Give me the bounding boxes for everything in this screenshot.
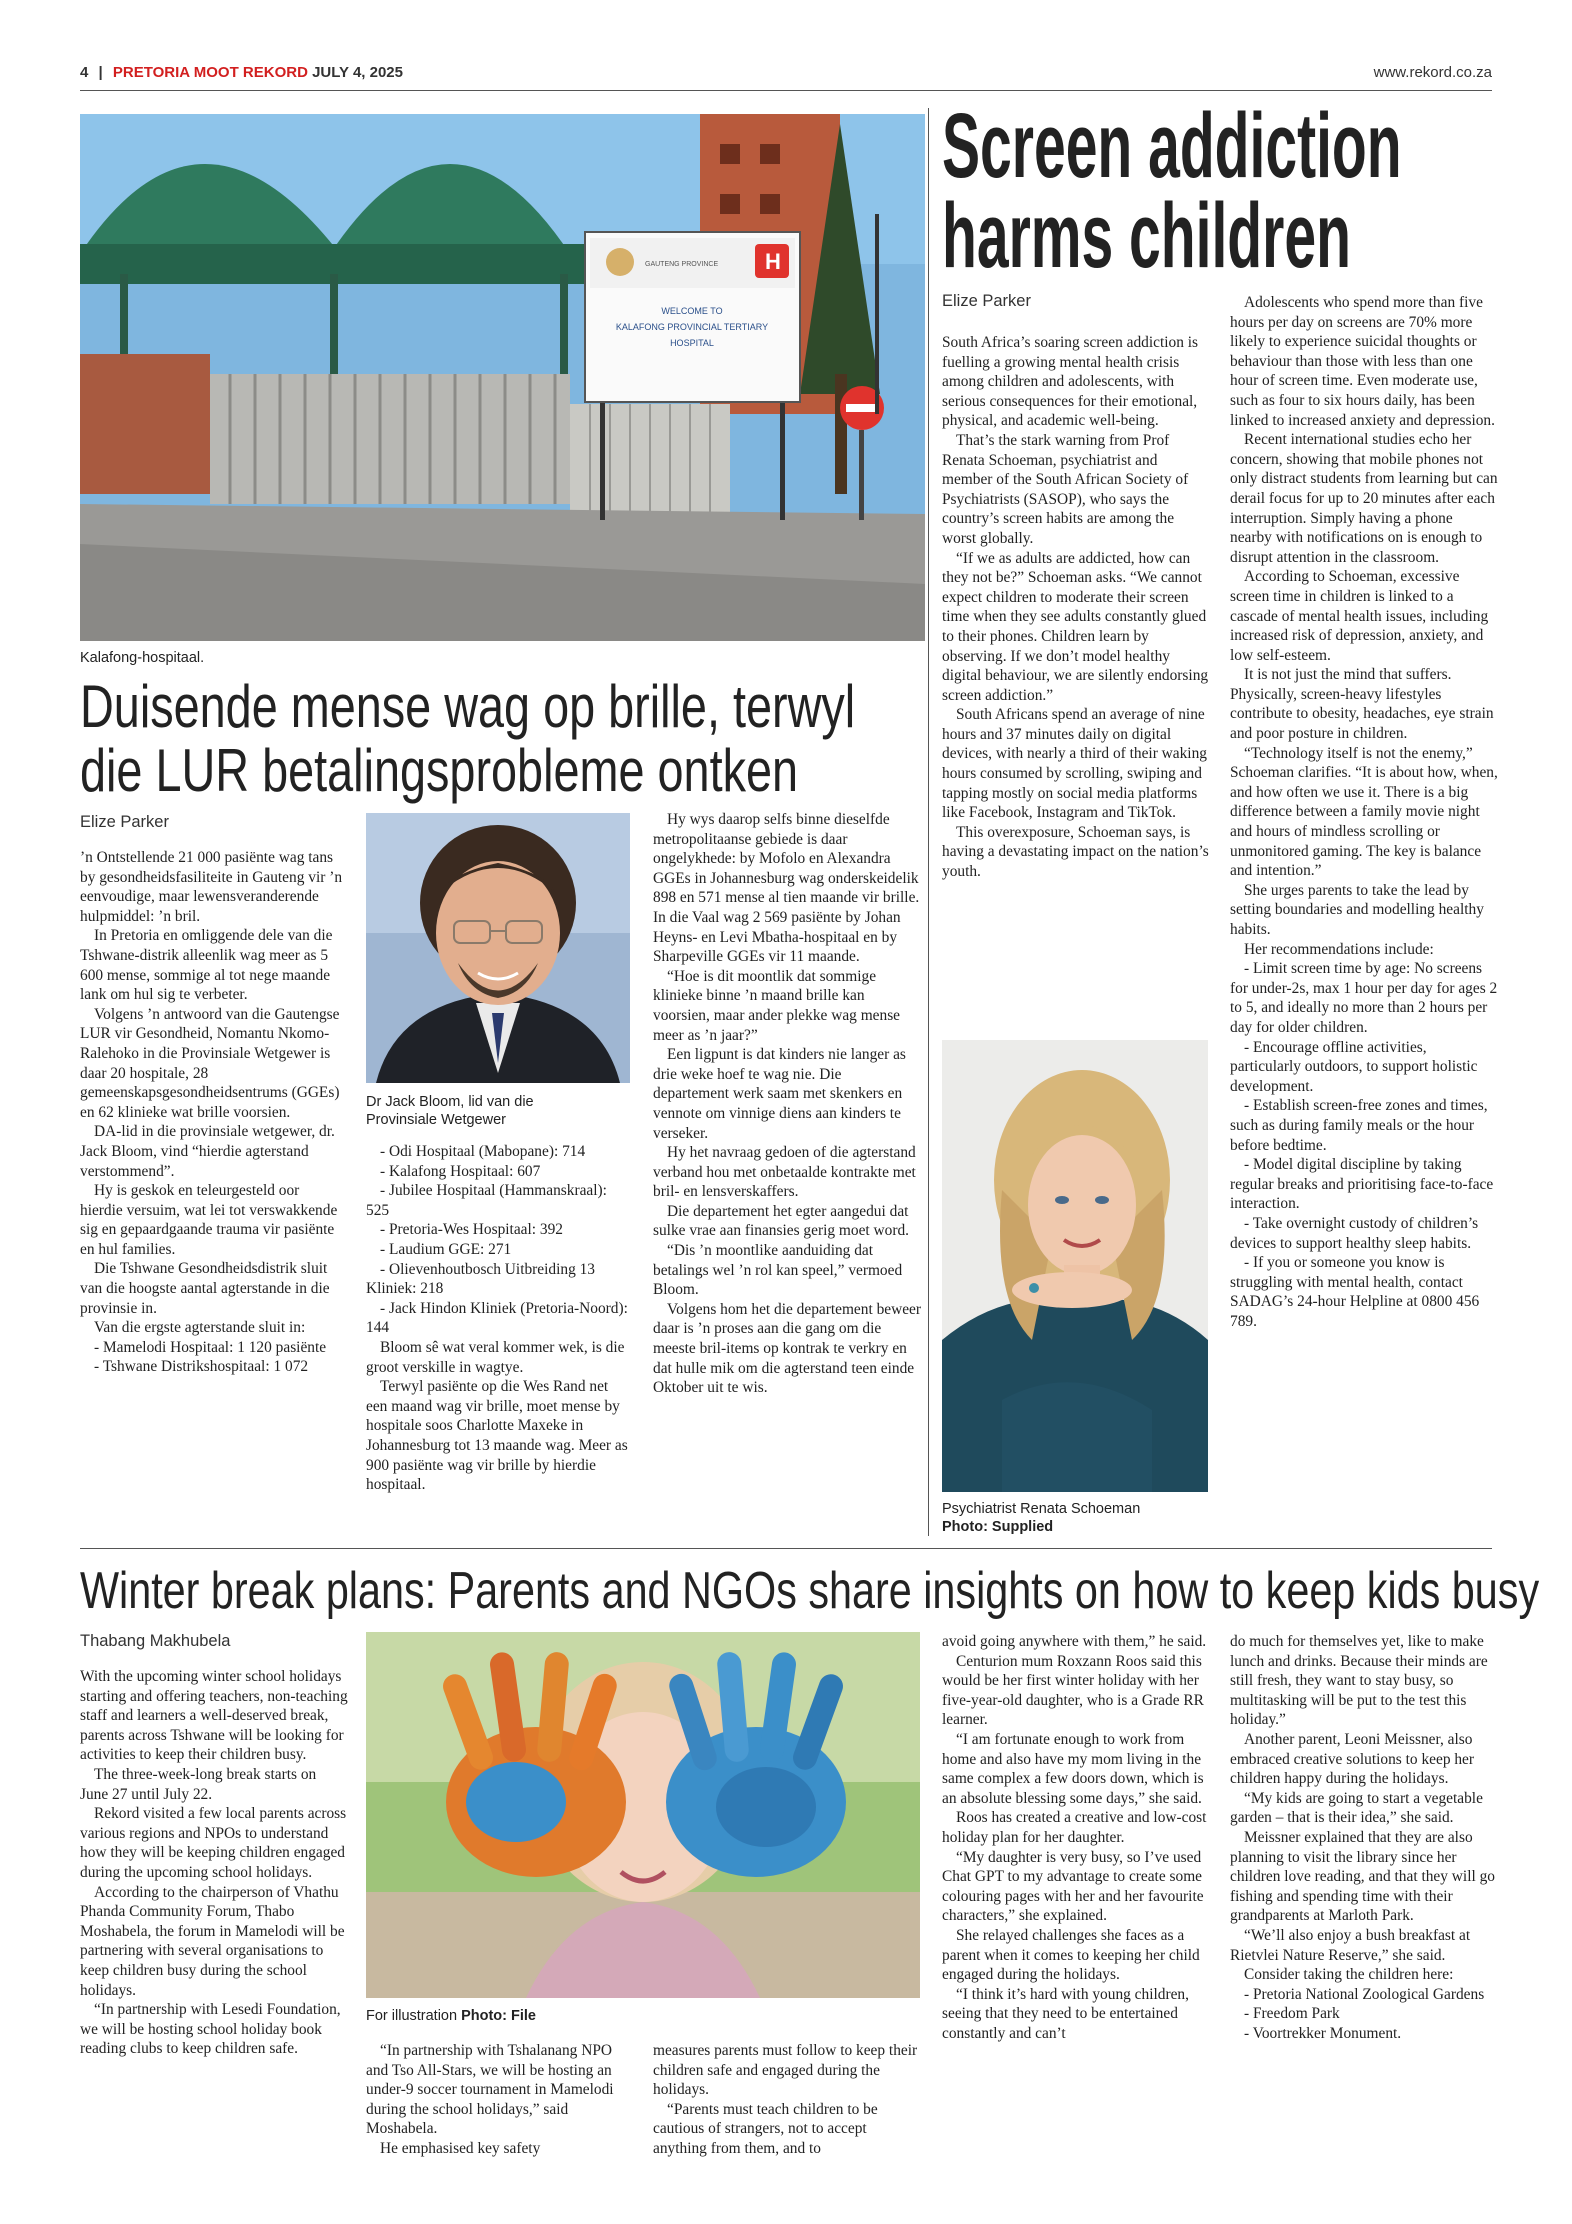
paragraph: “My daughter is very busy, so I’ve used Chat GPT to my advantage to create some colouring pages with her and her favourite characters,” she explained. bbox=[942, 1848, 1204, 1925]
photo-caption-text: Psychiatrist Renata Schoeman bbox=[942, 1501, 1141, 1517]
paragraph: South Africa’s soaring screen addiction is fuelling a growing mental health crisis among children and adolescents, with serious consequences for their emotional, physical, and academic well-being. bbox=[942, 334, 1199, 430]
article3-column-3 bbox=[653, 2041, 921, 2159]
article2-byline: Elize Parker bbox=[942, 292, 1031, 310]
paragraph: Van die ergste agterstande sluit in: bbox=[94, 1319, 306, 1337]
sign-line-3: HOSPITAL bbox=[670, 338, 714, 348]
paragraph: Hy het navraag gedoen of die agterstand verband hou met onbetaalde kontrakte met bril- en lensverskaffers. bbox=[653, 1144, 916, 1201]
paragraph: “Parents must teach children to be cautious of strangers, not to accept anything from them, and to bbox=[653, 2100, 878, 2157]
column-divider bbox=[928, 108, 929, 1536]
article2-column-2 bbox=[1230, 293, 1498, 1331]
paragraph: ’n Ontstellende 21 000 pasiënte wag tans by gesondheidsfasiliteite in Gauteng vir ’n eenvoudige, maar lewensveranderende hulpmiddel: ’n bril. bbox=[80, 849, 343, 925]
sign-line-2: KALAFONG PROVINCIAL TERTIARY bbox=[615, 322, 769, 332]
paragraph: Hy is geskok en teleurgesteld oor hierdie versuim, wat lei tot verswakkende sig en gepaardgaande trauma vir pasiënte en hul families. bbox=[80, 1182, 338, 1258]
article3-column-1 bbox=[80, 1667, 348, 2059]
paragraph: “In partnership with Lesedi Foundation, we will be hosting school holiday book reading clubs to keep children safe. bbox=[80, 2001, 341, 2058]
article1-column-2 bbox=[366, 1142, 630, 1495]
paragraph: That’s the stark warning from Prof Renata Schoeman, psychiatrist and member of the South African Society of Psychiatrists (SASOP), who says the country’s screen habits are among the worst globally. bbox=[942, 431, 1189, 547]
article3-column-4 bbox=[942, 1632, 1208, 2043]
list-item: - Voortrekker Monument. bbox=[1244, 2024, 1402, 2042]
paragraph: Hy wys daarop selfs binne dieselfde metropolitaanse gebiede is daar ongelykhede: by Mofolo en Alexandra GGEs in Johannesburg wag onderskeidelik 898 en 571 mense al tien maande vir brille. In die Vaal wag 2 569 pasiënte by Johan Heyns- en Levi Mbatha-hospitaal en by Sharpeville GGEs vir 11 maande. bbox=[653, 811, 920, 966]
paragraph: According to the chairperson of Vhathu Phanda Community Forum, Thabo Moshabela, the forum in Mamelodi will be partnering with several organisations to keep children busy during the school holidays. bbox=[80, 1883, 345, 1999]
paragraph: Roos has created a creative and low-cost holiday plan for her daughter. bbox=[942, 1809, 1207, 1846]
paragraph: Die departement het egter aangedui dat sulke vrae aan finansies gerig moet word. bbox=[653, 1202, 909, 1240]
paragraph: “My kids are going to start a vegetable garden – that is their idea,” she said. bbox=[1230, 1789, 1483, 1827]
paragraph: do much for themselves yet, like to make lunch and drinks. Because their minds are still fresh, they want to stay busy, so multitasking will be put to the test this holiday.” bbox=[1230, 1633, 1488, 1729]
paragraph: This overexposure, Schoeman says, is having a devastating impact on the nation’s youth. bbox=[942, 823, 1209, 881]
paragraph: “Technology itself is not the enemy,” Schoeman clarifies. “It is about how, when, and how often we use it. There is a big difference between a family movie night and hours of mindless scrolling or unmonitored gaming. The key is balance and intention.” bbox=[1230, 744, 1498, 880]
paragraph: Another parent, Leoni Meissner, also embraced creative solutions to keep her children happy during the holidays. bbox=[1230, 1730, 1475, 1788]
list-item: - Olievenhoutbosch Uitbreiding 13 Kliniek: 218 bbox=[366, 1260, 596, 1298]
website-url[interactable]: www.rekord.co.za bbox=[1373, 64, 1492, 81]
paragraph: According to Schoeman, excessive screen time in children is linked to a cascade of mental health issues, including increased risk of depression, anxiety, and low self-esteem. bbox=[1230, 568, 1489, 664]
portrait-caption-line1: Dr Jack Bloom, lid van die bbox=[366, 1094, 534, 1110]
issue-date: JULY 4, 2025 bbox=[312, 64, 403, 81]
article3-headline: Winter break plans: Parents and NGOs share insights on how to keep kids busy bbox=[80, 1562, 1540, 1620]
paragraph: DA-lid in die provinsiale wetgewer, dr. Jack Bloom, vind “hierdie agterstand verstommend”. bbox=[80, 1123, 335, 1180]
paragraph: Recent international studies echo her concern, showing that mobile phones not only distract students from learning but can derail focus for up to 20 minutes after each interruption. Simply having a phone nearby with notifications on is enough to disrupt attention in the classroom. bbox=[1230, 431, 1498, 566]
list-item: - Jubilee Hospitaal (Hammanskraal): 525 bbox=[366, 1182, 607, 1219]
article1-headline-line1: Duisende mense wag op brille, terwyl bbox=[80, 673, 856, 740]
list-item: - Pretoria-Wes Hospitaal: 392 bbox=[380, 1221, 563, 1239]
list-item: - Take overnight custody of children’s devices to support healthy sleep habits. bbox=[1230, 1214, 1479, 1252]
paragraph: Consider taking the children here: bbox=[1244, 1966, 1454, 1984]
paragraph: avoid going anywhere with them,” he said. bbox=[942, 1633, 1207, 1650]
list-item: - Limit screen time by age: No screens for under-2s, max 1 hour per day for ages 2 to 5, and ideally no more than 2 hours per day for older children. bbox=[1230, 960, 1498, 1036]
paragraph: Meissner explained that they are also planning to visit the library since her children love reading, and that they will go fishing and spending time with their grandparents at Marloth Park. bbox=[1230, 1828, 1495, 1925]
list-item: - Laudium GGE: 271 bbox=[380, 1240, 512, 1258]
header-separator: | bbox=[98, 64, 103, 81]
paragraph: South Africans spend an average of nine hours and 37 minutes daily on digital devices, with nearly a third of their waking hours consumed by scrolling, swiping and tapping mostly on social media platforms like Facebook, Instagram and TikTok. bbox=[942, 706, 1207, 822]
page-header bbox=[80, 64, 403, 81]
paragraph: Bloom sê wat veral kommer wek, is die groot verskille in wagtye. bbox=[366, 1338, 625, 1376]
hospital-photo bbox=[80, 114, 925, 641]
paragraph: measures parents must follow to keep their children safe and engaged during the holidays. bbox=[653, 2042, 918, 2099]
sign-province-text: GAUTENG PROVINCE bbox=[645, 261, 719, 268]
article1-column-3 bbox=[653, 810, 921, 1398]
publication-name: PRETORIA MOOT REKORD bbox=[112, 64, 308, 81]
renata-schoeman-photo bbox=[942, 1040, 1208, 1492]
paragraph: “I think it’s hard with young children, seeing that they need to be entertained constantly and can’t bbox=[942, 1985, 1189, 2042]
paragraph: “Dis ’n moontlike aanduiding dat betalings wel ’n rol kan speel,” vermoed Bloom. bbox=[653, 1242, 903, 1299]
list-item: - Odi Hospitaal (Mabopane): 714 bbox=[380, 1143, 586, 1160]
paragraph: Centurion mum Roxzann Roos said this would be her first winter holiday with her five-year-old daughter, who is a Grade RR learner. bbox=[942, 1652, 1204, 1729]
paragraph: In Pretoria en omliggende dele van die Tshwane-distrik alleenlik wag meer as 5 600 mense, sommige al tot nege maande lank om hul sig te verbeter. bbox=[80, 927, 333, 1004]
renata-photo-caption bbox=[942, 1500, 1208, 1536]
article2-headline-line2: harms children bbox=[942, 185, 1351, 287]
paragraph: Volgens hom het die departement beweer daar is ’n proses aan die gang om die meeste bril-items op kontrak te verkry en dat hulle mik om die agterstand teen einde Oktober uit te wis. bbox=[653, 1300, 922, 1397]
sign-line-1: WELCOME TO bbox=[661, 306, 723, 316]
paragraph: Rekord visited a few local parents across various regions and NPOs to understand how they will be keeping children engaged during the upcoming school holidays. bbox=[80, 1805, 347, 1881]
paragraph: Een ligpunt is dat kinders nie langer as drie weke hoef te wag nie. Die departement werk saam met skenkers en vennote om vinnige diens aan kinders te verseker. bbox=[653, 1046, 906, 1142]
paragraph: “If we as adults are addicted, how can they not be?” Schoeman asks. “We cannot expect children to moderate their screen time when they see adults constantly glued to their phones. Children learn by observing. If we don’t model healthy digital behaviour, we are silently endorsing screen addiction.” bbox=[942, 549, 1209, 704]
article1-byline: Elize Parker bbox=[80, 813, 169, 831]
article2-column-1 bbox=[942, 333, 1210, 882]
portrait-caption bbox=[366, 1093, 630, 1129]
list-item: - Kalafong Hospitaal: 607 bbox=[380, 1162, 541, 1180]
child-photo-caption bbox=[366, 2007, 536, 2025]
page-number: 4 bbox=[80, 64, 89, 81]
list-item: - Jack Hindon Kliniek (Pretoria-Noord): 144 bbox=[366, 1299, 628, 1337]
article3-column-2 bbox=[366, 2041, 632, 2159]
jack-bloom-portrait bbox=[366, 813, 630, 1083]
portrait-caption-line2: Provinsiale Wetgewer bbox=[366, 1112, 506, 1128]
header-rule bbox=[80, 90, 1492, 91]
paragraph: Adolescents who spend more than five hours per day on screens are 70% more likely to experience suicidal thoughts or behaviour than those with less than one hour of screen time. Even moderate use, such as four to six hours daily, has been linked to increased anxiety and depression. bbox=[1230, 294, 1495, 429]
child-painted-hands-photo bbox=[366, 1632, 920, 1998]
paragraph: Her recommendations include: bbox=[1244, 940, 1434, 958]
article3-column-5 bbox=[1230, 1632, 1498, 2043]
list-item: - Model digital discipline by taking regular breaks and prioritising face-to-face interaction. bbox=[1230, 1156, 1494, 1213]
paragraph: Volgens ’n antwoord van die Gautengse LUR vir Gesondheid, Nomantu Nkomo-Ralehoko in die Provinsiale Wetgewer is daar 20 hospitale, 28 gemeenskapsgesondheidsentrums (GGEs) en 62 klinieke wat brille voorsien. bbox=[80, 1005, 340, 1121]
paragraph: “Hoe is dit moontlik dat sommige klinieke binne ’n maand brille kan voorsien, maar ander plekke wag mense meer as ’n jaar?” bbox=[653, 967, 901, 1044]
list-item: - Freedom Park bbox=[1244, 2005, 1340, 2023]
paragraph: The three-week-long break starts on June 27 until July 22. bbox=[80, 1765, 317, 1803]
section-rule bbox=[80, 1548, 1492, 1549]
list-item: - Pretoria National Zoological Gardens bbox=[1244, 1985, 1485, 2003]
paragraph: She urges parents to take the lead by setting boundaries and modelling healthy habits. bbox=[1230, 881, 1484, 938]
hospital-photo-caption: Kalafong-hospitaal. bbox=[80, 650, 205, 666]
paragraph: She relayed challenges she faces as a parent when it comes to keeping her child engaged during the holidays. bbox=[942, 1926, 1200, 1984]
photo-caption-text: For illustration bbox=[366, 2008, 458, 2024]
list-item: - Encourage offline activities, particularly outdoors, to support holistic development. bbox=[1230, 1038, 1478, 1095]
list-item: - Tshwane Distrikshospitaal: 1 072 bbox=[94, 1358, 309, 1376]
list-item: - If you or someone you know is struggling with mental health, contact SADAG’s 24-hour Helpline at 0800 456 789. bbox=[1230, 1254, 1480, 1330]
list-item: - Establish screen-free zones and times, such as during family meals or the hour before bedtime. bbox=[1230, 1097, 1488, 1154]
paragraph: Die Tshwane Gesondheidsdistrik sluit van die hoogste aantal agterstande in die provinsie in. bbox=[80, 1260, 330, 1317]
article2-headline-line1: Screen addiction bbox=[942, 95, 1402, 197]
paragraph: “We’ll also enjoy a bush breakfast at Rietvlei Nature Reserve,” she said. bbox=[1230, 1926, 1471, 1964]
paragraph: “In partnership with Tshalanang NPO and Tso All-Stars, we will be hosting an under-9 soccer tournament in Mamelodi during the school holidays,” said Moshabela. bbox=[366, 2042, 614, 2138]
paragraph: Terwyl pasiënte op die Wes Rand net een maand wag vir brille, moet mense by hospitale soos Charlotte Maxeke in Johannesburg tot 13 maande wag. Meer as 900 pasiënte wag vir brille by hierdie hospitaal. bbox=[366, 1378, 628, 1494]
paragraph: He emphasised key safety bbox=[380, 2139, 541, 2157]
article1-column-1 bbox=[80, 848, 342, 1377]
paragraph: With the upcoming winter school holidays starting and offering teachers, non-teaching staff and learners a well-deserved break, parents across Tshwane will be looking for activities to keep their children busy. bbox=[80, 1668, 348, 1764]
hospital-h-icon: H bbox=[765, 249, 781, 274]
list-item: - Mamelodi Hospitaal: 1 120 pasiënte bbox=[94, 1338, 327, 1356]
photo-credit: Photo: Supplied bbox=[942, 1519, 1054, 1535]
paragraph: It is not just the mind that suffers. Physically, screen-heavy lifestyles contribute to obesity, headaches, eye strain and poor posture in children. bbox=[1230, 666, 1494, 743]
photo-credit: Photo: File bbox=[461, 2008, 537, 2024]
article3-byline: Thabang Makhubela bbox=[80, 1632, 231, 1650]
paragraph: “I am fortunate enough to work from home and also have my mom living in the same complex a few doors down, which is an absolute blessing some days,” she said. bbox=[942, 1730, 1204, 1807]
article1-headline-line2: die LUR betalingsprobleme ontken bbox=[80, 737, 799, 804]
